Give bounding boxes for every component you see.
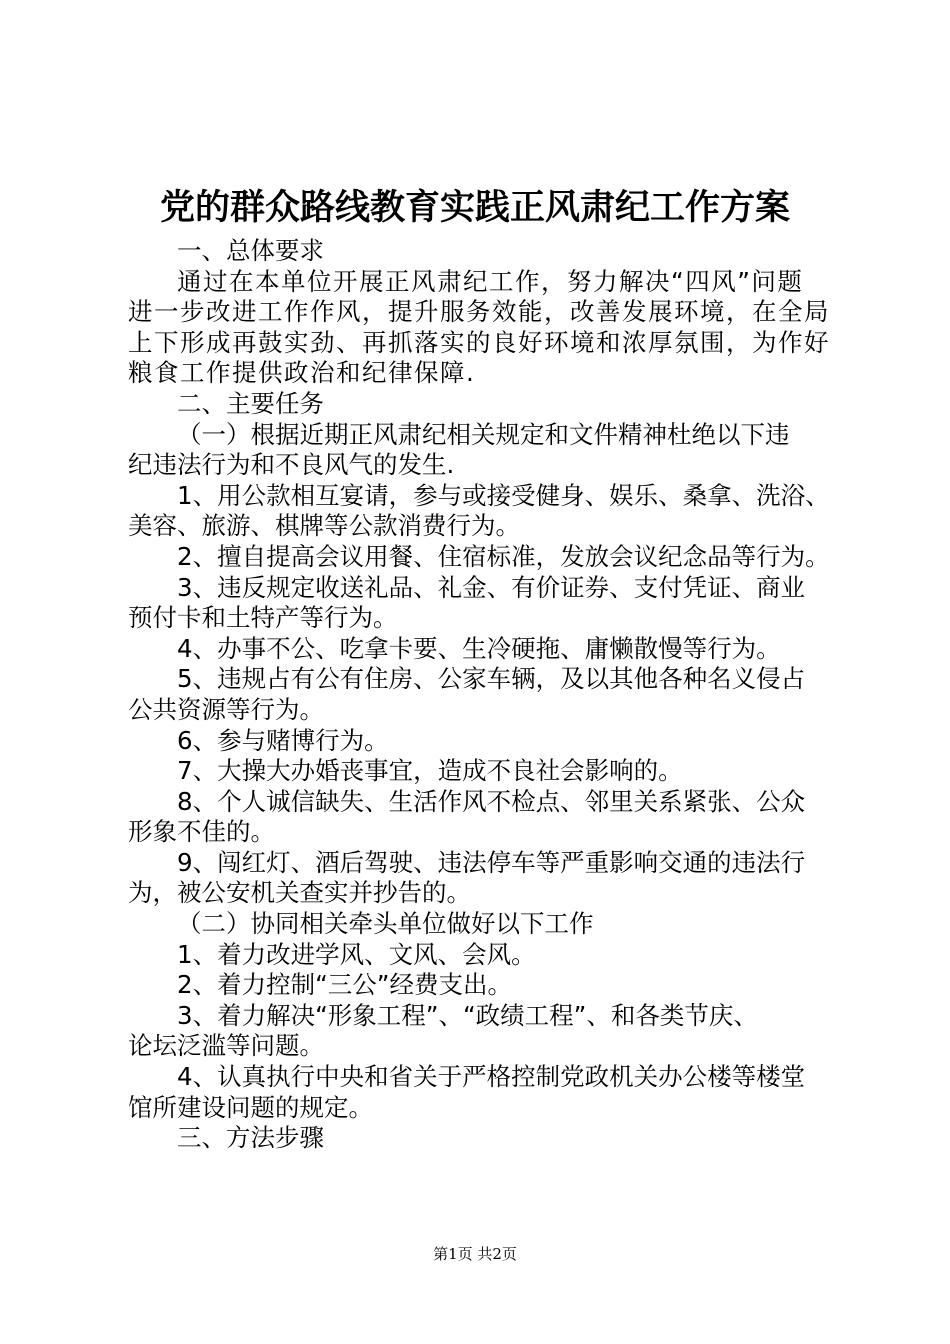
list-item-line: 预付卡和土特产等行为。 [128, 603, 398, 633]
list-item-line: 4、认真执行中央和省关于严格控制党政机关办公楼等楼堂 [177, 1062, 806, 1092]
list-item-line: 3、着力解决“形象工程”、“政绩工程”、和各类节庆、 [177, 1000, 758, 1030]
list-item-line: 7、大操大办婚丧事宜，造成不良社会影响的。 [177, 756, 683, 786]
list-item-line: 4、办事不公、吃拿卡要、生冷硬拖、庸懒散慢等行为。 [177, 633, 781, 663]
paragraph-line: 粮食工作提供政治和纪律保障. [128, 358, 476, 388]
list-item-line: 为，被公安机关查实并抄告的。 [128, 878, 471, 908]
section-heading: 一、总体要求 [177, 236, 324, 265]
paragraph-line: 上下形成再鼓实劲、再抓落实的良好环境和浓厚氛围，为作好 [128, 327, 830, 357]
page-number: 第1页 共2页 [433, 1245, 517, 1263]
section-heading: 二、主要任务 [177, 388, 324, 418]
list-item-line: 论坛泛滥等问题。 [128, 1031, 324, 1061]
paragraph-line: 纪违法行为和不良风气的发生. [128, 450, 455, 480]
list-item-line: 8、个人诚信缺失、生活作风不检点、邻里关系紧张、公众 [177, 786, 806, 816]
list-item-line: 5、违规占有公有住房、公家车辆，及以其他各种名义侵占 [177, 664, 806, 694]
list-item-line: 3、违反规定收送礼品、礼金、有价证券、支付凭证、商业 [177, 572, 806, 602]
document-body [128, 236, 833, 1154]
list-item-line: 6、参与赌博行为。 [177, 725, 389, 755]
paragraph-line: 通过在本单位开展正风肃纪工作，努力解决“四风”问题 [177, 266, 804, 296]
paragraph-line: （一）根据近期正风肃纪相关规定和文件精神杜绝以下违 [177, 419, 790, 449]
list-item-line: 2、擅自提高会议用餐、住宿标准，发放会议纪念品等行为。 [177, 541, 830, 571]
list-item-line: 2、着力控制“三公”经费支出。 [177, 970, 512, 1000]
list-item-line: 馆所建设问题的规定。 [128, 1092, 373, 1122]
list-item-line: 1、用公款相互宴请，参与或接受健身、娱乐、桑拿、洗浴、 [177, 480, 830, 510]
list-item-line: 1、着力改进学风、文风、会风。 [177, 939, 536, 969]
section-heading: 三、方法步骤 [177, 1123, 324, 1153]
paragraph-line: 进一步改进工作作风，提升服务效能，改善发展环境，在全局 [128, 297, 830, 327]
subsection-heading: （二）协同相关牵头单位做好以下工作 [177, 909, 594, 939]
list-item-line: 9、闯红灯、酒后驾驶、违法停车等严重影响交通的违法行 [177, 847, 806, 877]
list-item-line: 美容、旅游、棋牌等公款消费行为。 [128, 511, 520, 541]
list-item-line: 公共资源等行为。 [128, 694, 324, 724]
document-title: 党的群众路线教育实践正风肃纪工作方案 [159, 187, 790, 228]
list-item-line: 形象不佳的。 [128, 817, 275, 847]
